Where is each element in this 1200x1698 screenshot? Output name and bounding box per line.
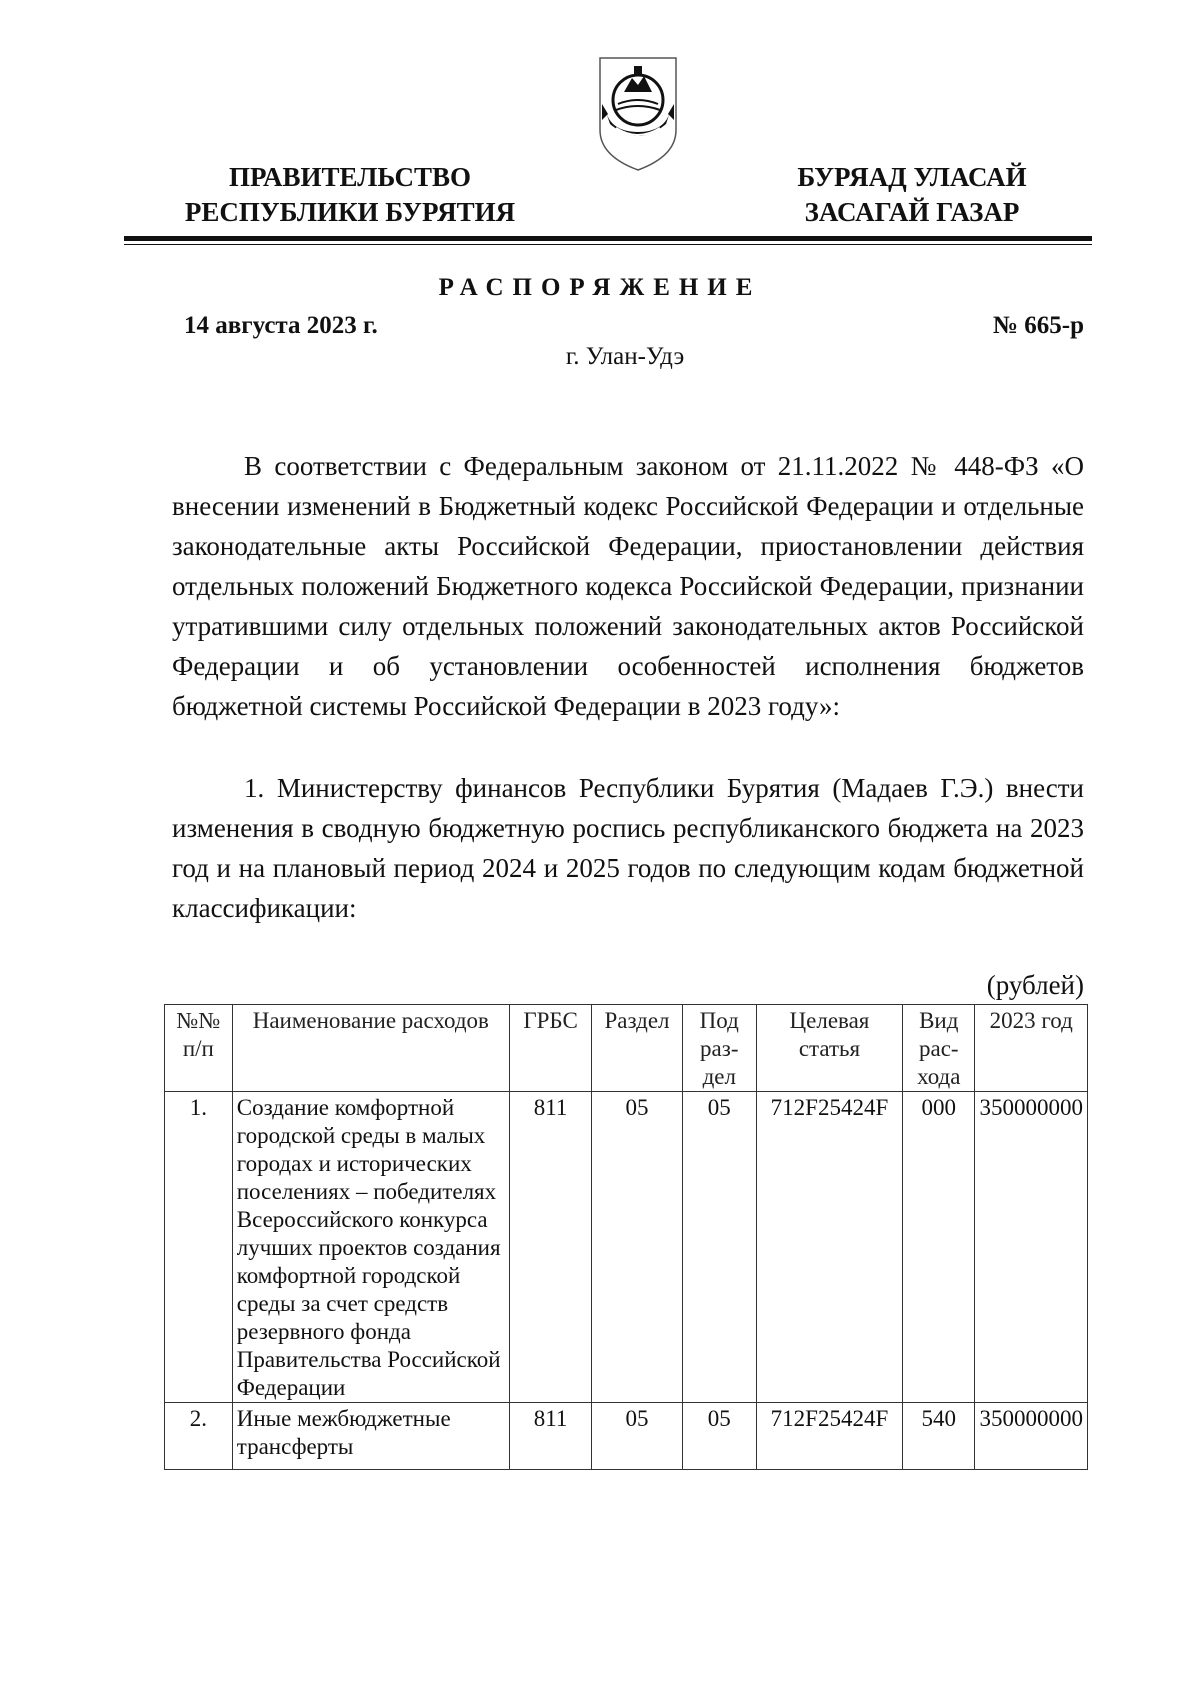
budget-table (164, 1004, 1088, 1470)
government-name-buryat (752, 160, 1072, 230)
column-header-expense-name: Наименование расходов (232, 1005, 509, 1092)
government-name-buryat-line2: ЗАСАГАЙ ГАЗАР (804, 197, 1020, 227)
table-row (165, 1403, 1088, 1470)
column-header-target-item: Целевая статья (756, 1005, 902, 1092)
document-city: г. Улан-Удэ (565, 343, 685, 370)
table-row (165, 1092, 1088, 1403)
column-header-section: Раздел (592, 1005, 682, 1092)
header-divider-thin (124, 244, 1092, 245)
government-name-line1: ПРАВИТЕЛЬСТВО (228, 162, 472, 192)
row-number: 1. (165, 1092, 233, 1403)
subsection-code: 05 (682, 1403, 756, 1470)
column-header-number: №№ п/п (165, 1005, 233, 1092)
document-title: РАСПОРЯЖЕНИЕ (438, 274, 762, 301)
row-number: 2. (165, 1403, 233, 1470)
column-header-grbs: ГРБС (509, 1005, 591, 1092)
target-item-code: 712F25424F (756, 1403, 902, 1470)
table-unit-label: (рублей) (986, 970, 1084, 1000)
section-code: 05 (592, 1403, 682, 1470)
document-number: № 665-р (992, 312, 1084, 339)
expense-name: Иные межбюджетные трансферты (232, 1403, 509, 1470)
coat-of-arms-icon (592, 52, 684, 174)
government-name-buryat-line1: БУРЯАД УЛАСАЙ (797, 162, 1027, 192)
section-code: 05 (592, 1092, 682, 1403)
paragraph-instruction (172, 768, 1084, 928)
header-divider-thick (124, 236, 1092, 241)
subsection-code: 05 (682, 1092, 756, 1403)
grbs-code: 811 (509, 1092, 591, 1403)
document-date: 14 августа 2023 г. (184, 312, 378, 339)
government-name-russian (160, 160, 540, 230)
column-header-expense-type: Вид рас- хода (903, 1005, 975, 1092)
paragraph-legal-basis-text: В соответствии с Федеральным законом от 21.11.2022 № 448-ФЗ «О внесении изменений в Бюджетный кодекс Российской Федерации и отдельные законодательные акты Российской Федерации, приостановлении действия отдельных положений Бюджетного кодекса Российской Федерации, признании утратившими силу отдельных положений законодательных актов Российской Федерации и об установлении особенностей исполнения бюджетов бюджетной системы Российской Федерации в 2023 году»: (172, 451, 1084, 721)
column-header-year-2023: 2023 год (975, 1005, 1088, 1092)
expense-type-code: 000 (903, 1092, 975, 1403)
government-name-line2: РЕСПУБЛИКИ БУРЯТИЯ (184, 197, 516, 227)
expense-type-code: 540 (903, 1403, 975, 1470)
column-header-subsection: Под раз- дел (682, 1005, 756, 1092)
expense-name: Создание комфортной городской среды в малых городах и исторических поселениях – победителях Всероссийского конкурса лучших проектов создания комфортной городской среды за счет средств резервного фонда Правительства Российской Федерации (232, 1092, 509, 1403)
target-item-code: 712F25424F (756, 1092, 902, 1403)
amount-2023: 350000000 (975, 1092, 1088, 1403)
grbs-code: 811 (509, 1403, 591, 1470)
paragraph-legal-basis (172, 446, 1084, 726)
table-header-row (165, 1005, 1088, 1092)
amount-2023: 350000000 (975, 1403, 1088, 1470)
paragraph-instruction-text: 1. Министерству финансов Республики Бурятия (Мадаев Г.Э.) внести изменения в сводную бюджетную роспись республиканского бюджета на 2023 год и на плановый период 2024 и 2025 годов по следующим кодам бюджетной классификации: (172, 773, 1084, 923)
